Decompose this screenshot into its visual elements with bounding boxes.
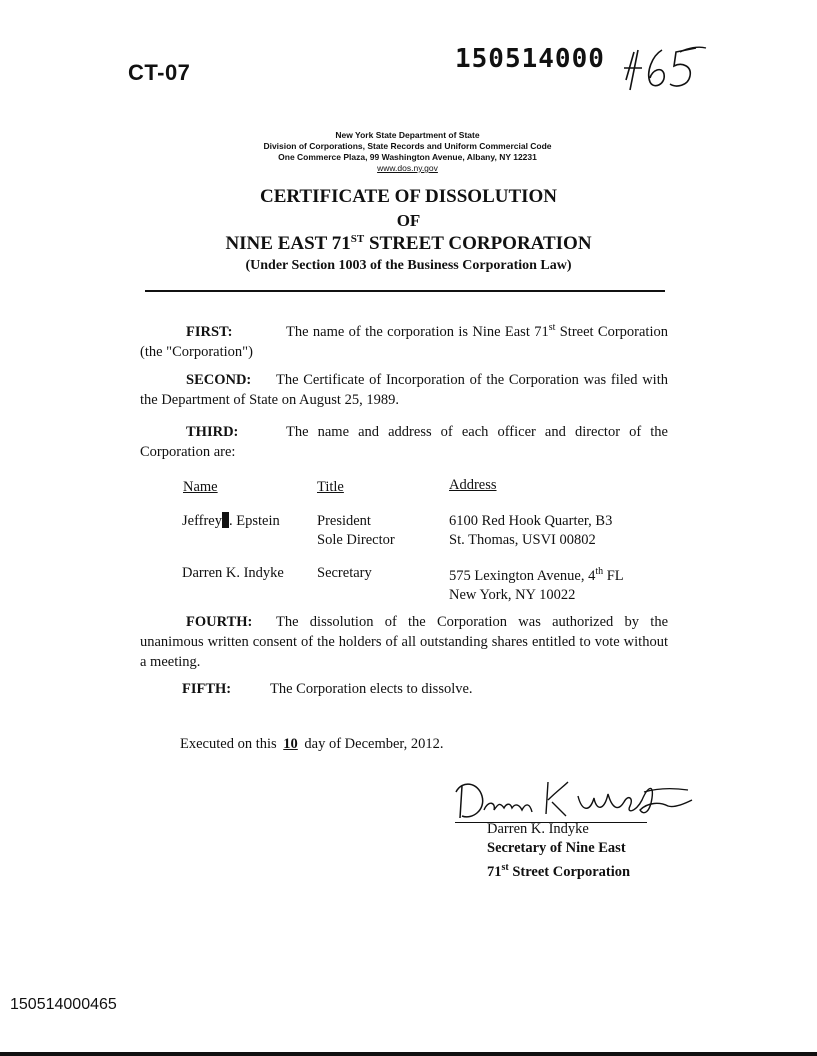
statute-subtitle: (Under Section 1003 of the Business Corporation Law)	[245, 258, 572, 273]
signatory-title: Secretary of Nine East	[487, 840, 626, 856]
certificate-title: CERTIFICATE OF DISSOLUTION	[259, 186, 558, 207]
agency-address: One Commerce Plaza, 99 Washington Avenue, Albany, NY 12231	[278, 152, 537, 162]
form-number: CT-07	[128, 60, 191, 85]
first-label: FIRST:	[186, 323, 233, 340]
officer-title: President Sole Director	[317, 513, 395, 548]
officer-address: 6100 Red Hook Quarter, B3 St. Thomas, USVI 00802	[449, 513, 613, 548]
signature-icon	[448, 772, 708, 824]
agency-header	[200, 130, 615, 174]
handwritten-465-icon	[618, 38, 708, 98]
column-header-address: Address	[449, 477, 497, 493]
signature-block	[487, 820, 630, 882]
execution-date: Executed on this 10 day of December, 2012.	[180, 736, 444, 752]
agency-division: Division of Corporations, State Records and Uniform Commercial Code	[263, 141, 552, 151]
paragraph-fourth: FOURTH: The dissolution of the Corporation was authorized by the unanimous written consent of the holders of all outstanding shares entitled to vote without a meeting.	[140, 614, 668, 670]
officer-name: Darren K. Indyke	[182, 565, 284, 581]
officer-title: Secretary	[317, 565, 372, 581]
fourth-label: FOURTH:	[186, 614, 253, 630]
column-header-title: Title	[317, 479, 344, 495]
officer-name: Jeffrey . Epstein	[182, 513, 280, 529]
signatory-corporation: 71st Street Corporation	[487, 862, 631, 880]
agency-website: www.dos.ny.gov	[377, 163, 438, 173]
officer-address: 575 Lexington Avenue, 4th FL New York, NY 10022	[449, 566, 624, 603]
handwritten-filing-suffix	[618, 38, 708, 103]
document-id: 150514000465	[10, 996, 117, 1013]
paragraph-third: THIRD: The name and address of each officer and director of the Corporation are:	[140, 424, 668, 460]
signatory-name: Darren K. Indyke	[487, 821, 589, 837]
filing-number: 150514000	[455, 44, 605, 74]
paragraph-first: FIRST: The name of the corporation is Nine East 71st Street Corporation (the "Corporation")	[140, 322, 668, 360]
agency-name: New York State Department of State	[335, 130, 480, 140]
column-header-name: Name	[183, 479, 218, 495]
title-divider	[145, 290, 665, 292]
redaction-block	[222, 512, 229, 528]
third-label: THIRD:	[186, 424, 239, 440]
second-label: SECOND:	[186, 372, 252, 388]
execution-day: 10	[283, 736, 298, 752]
page-bottom-edge	[0, 1052, 817, 1056]
corporation-title: NINE EAST 71ST STREET CORPORATION	[225, 233, 592, 254]
paragraph-fifth: FIFTH: The Corporation elects to dissolve.	[182, 681, 473, 697]
fifth-label: FIFTH:	[182, 681, 232, 697]
paragraph-second: SECOND: The Certificate of Incorporation of the Corporation was filed with the Department of State on August 25, 1989.	[140, 372, 668, 408]
title-of: OF	[396, 211, 421, 230]
